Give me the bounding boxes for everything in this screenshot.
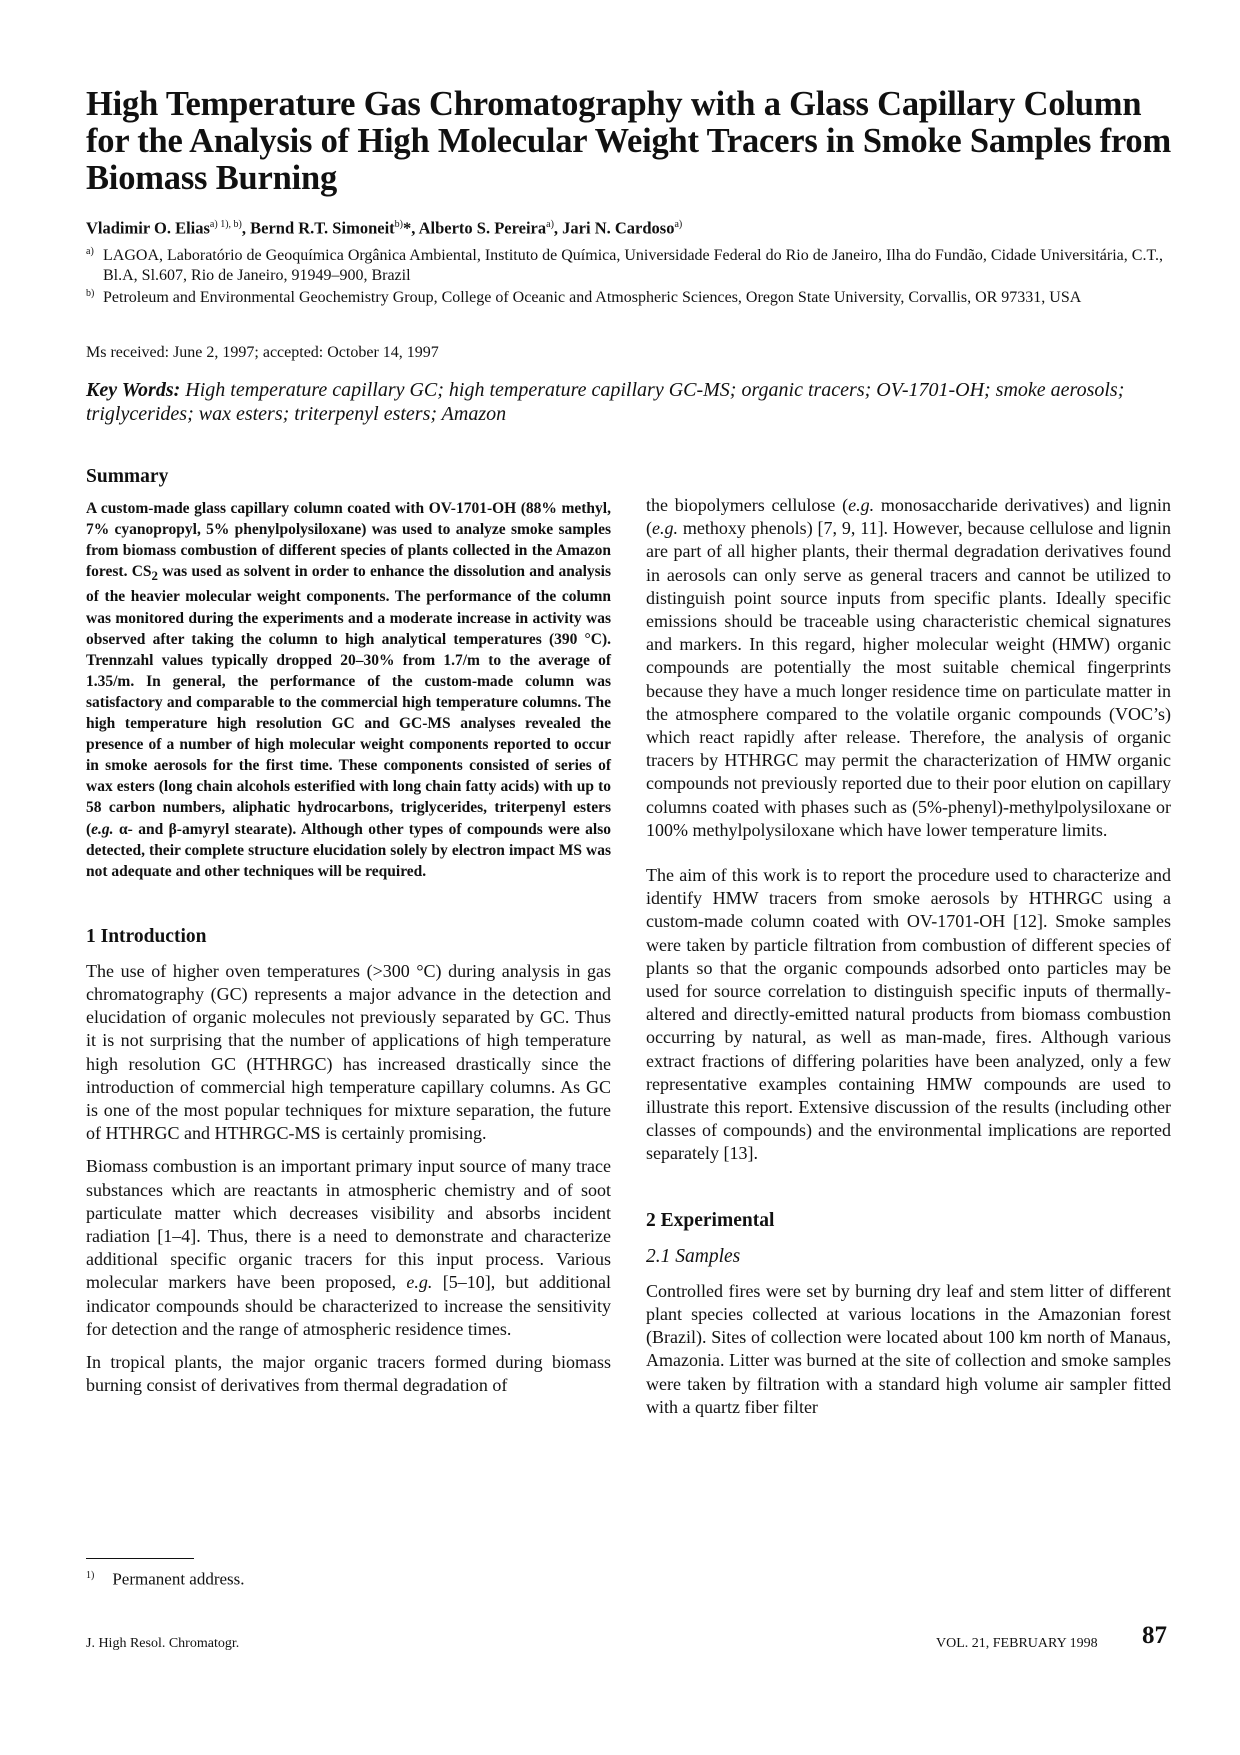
intro-paragraph-2 [86, 1155, 611, 1341]
author-affiliation-mark: a) 1), b) [209, 219, 242, 230]
keywords-label: Key Words: [86, 379, 181, 401]
samples-paragraph: Controlled fires were set by burning dry leaf and stem litter of different plant species collected at various locations in the Amazonian forest (Brazil). Sites of collection were located about 100 km north of Manaus, Amazonia. Litter was burned at the site of collection and smoke samples were taken by filtration with a standard high volume air sampler fitted with a quartz fiber filter [646, 1280, 1171, 1417]
author-list [86, 214, 1176, 240]
paragraph-part: monosaccharide derivatives) and lignin ( [646, 495, 1171, 539]
italic-eg: e.g. [848, 495, 875, 515]
author-separator: , [241, 218, 251, 238]
italic-eg: e.g. [406, 1272, 433, 1293]
paragraph-part: methoxy phenols) [7, 9, 11]. However, because cellulose and lignin are part of all higher plants, their thermal degradation derivatives found in aerosols can only serve as general tracers and cannot be utilized to distinguish point source inputs from specific plants. Ideally specific emissions should be traceable using characteristic chemical signatures and markers. In this regard, higher molecular weight (HMW) organic compounds are potentially the most suitable chemical fingerprints because they have a much longer residence time on particulate matter in the atmosphere compared to the volatile organic compounds (VOC’s) which react rapidly after release. Therefore, the analysis of organic tracers by HTHRGC may permit the characterization of HMW organic compounds not previously reported due to their poor elution on capillary columns coated with phases such as (5%-phenyl)-methylpolysiloxane or 100% methylpolysiloxane which have lower temperature limits. [646, 518, 1171, 840]
summary-text-part: was used as solvent in order to enhance the dissolution and analysis of the heavier molecular weight components. The performance of the column was monitored during the experiments and a moderate increase in activity was observed after taking the column to high analytical temperatures (390 °C). Trennzahl values typically dropped 20–30% from 1.7/m to the average of 1.35/m. In general, the performance of the custom-made column was satisfactory and comparable to the commercial high temperature columns. The high temperature high resolution GC and GC-MS analyses revealed the presence of a number of high molecular weight components reported to occur in smoke aerosols for the first time. These components consisted of series of wax esters (long chain alcohols esterified with long chain fatty acids) with up to 58 carbon numbers, aliphatic hydrocarbons, triglycerides, triterpenyl esters ( [86, 563, 611, 838]
introduction-heading: 1 Introduction [86, 925, 207, 947]
subscript: 2 [151, 568, 158, 584]
author-name: Vladimir O. Elias [86, 218, 210, 238]
right-column [646, 494, 1171, 1419]
affiliation-text: Petroleum and Environmental Geochemistry Group, College of Oceanic and Atmospheric Sciences, Oregon State University, Corvallis, OR 97331, USA [103, 289, 1082, 306]
author-name: Alberto S. Pereira [418, 218, 547, 238]
keywords-text: High temperature capillary GC; high temperature capillary GC-MS; organic tracers; OV-1701-OH; smoke aerosols; triglycerides; wax esters; triterpenyl esters; Amazon [86, 379, 1125, 425]
corresponding-author-mark: * [403, 218, 412, 238]
right-paragraph-1 [646, 494, 1171, 842]
footer-volume: VOL. 21, FEBRUARY 1998 [936, 1636, 1098, 1651]
samples-heading: 2.1 Samples [646, 1245, 741, 1267]
affiliation-a [86, 246, 1176, 286]
keywords [86, 378, 1176, 426]
summary-text-part: A custom-made glass capillary column coated with OV-1701-OH (88% methyl, 7% cyanopropyl, 5% phenylpolysiloxane) was used to analyze smoke samples from biomass combustion of different species of plants collected in the Amazon forest. CS [86, 500, 611, 581]
footnote-mark: 1) [86, 1570, 95, 1581]
left-column [86, 464, 611, 1397]
intro-paragraph-1: The use of higher oven temperatures (>300 °C) during analysis in gas chromatography (GC) represents a major advance in the detection and elucidation of organic molecules not previously separated by GC. Thus it is not surprising that the number of applications of high temperature high resolution GC (HTHRGC) has increased drastically since the introduction of commercial high temperature capillary columns. As GC is one of the most popular techniques for mixture separation, the future of HTHRGC and HTHRGC-MS is certainly promising. [86, 960, 611, 1144]
author-name: Bernd R.T. Simoneit [250, 218, 395, 238]
summary-text [86, 498, 611, 882]
author-separator: , [553, 218, 563, 238]
footnote-text: Permanent address. [112, 1569, 245, 1589]
italic-eg: e.g. [91, 820, 114, 838]
footer-journal: J. High Resol. Chromatogr. [86, 1636, 240, 1651]
summary-heading: Summary [86, 466, 169, 487]
experimental-heading: 2 Experimental [646, 1209, 775, 1231]
paper-title: High Temperature Gas Chromatography with a Glass Capillary Column for the Analysis of High Molecular Weight Tracers in Smoke Samples from Biomass Burning [86, 85, 1171, 197]
author-name: Jari N. Cardoso [562, 218, 675, 238]
intro-paragraph-3: In tropical plants, the major organic tracers formed during biomass burning consist of derivatives from thermal degradation of [86, 1352, 611, 1396]
author-affiliation-mark: a) [674, 219, 683, 230]
author-separator: , [411, 218, 419, 238]
page-number: 87 [1142, 1622, 1167, 1649]
paragraph-part: Biomass combustion is an important primary input source of many trace substances which are reactants in atmospheric chemistry and of soot particulate matter which decreases visibility and absorbs incident radiation [1–4]. Thus, there is a need to demonstrate and characterize additional specific organic tracers for this input process. Various molecular markers have been proposed, [86, 1156, 611, 1293]
affiliation-mark: a) [86, 246, 94, 257]
affiliation-mark: b) [86, 288, 95, 299]
paragraph-part: [5–10], but additional indicator compounds should be characterized to increase the sensitivity for detection and the range of atmospheric residence times. [86, 1272, 611, 1339]
affiliation-text: LAGOA, Laboratório de Geoquímica Orgânica Ambiental, Instituto de Química, Universidade Federal do Rio de Janeiro, Ilha do Fundão, Cidade Universitária, C.T., Bl.A, Sl.607, Rio de Janeiro, 91949–900, Brazil [103, 247, 1164, 284]
author-affiliation-mark: a) [546, 219, 554, 230]
affiliation-b [86, 288, 1176, 308]
right-paragraph-2: The aim of this work is to report the procedure used to characterize and identify HMW tracers from smoke aerosols by HTHRGC using a custom-made column coated with OV-1701-OH [12]. Smoke samples were taken by particle filtration from combustion of different species of plants so that the organic compounds adsorbed onto particles may be used for source correlation to distinguish specific inputs of thermally-altered and directly-emitted natural products from biomass combustion occurring by natural, as well as man-made, fires. Although various extract fractions of differing polarities have been analyzed, only a few representative examples containing HMW compounds are used to illustrate this report. Extensive discussion of the results (including other classes of compounds) and the environmental implications are reported separately [13]. [646, 865, 1171, 1164]
author-affiliation-mark: b) [394, 219, 403, 230]
summary-text-part: α- and β-amyryl stearate). Although other types of compounds were also detected, their complete structure elucidation solely by electron impact MS was not adequate and other techniques will be required. [86, 820, 611, 880]
received-dates: Ms received: June 2, 1997; accepted: October 14, 1997 [86, 344, 439, 361]
footnote [86, 1565, 245, 1591]
italic-eg: e.g. [652, 518, 678, 539]
paragraph-part: the biopolymers cellulose ( [646, 495, 849, 515]
footnote-rule [86, 1558, 194, 1559]
